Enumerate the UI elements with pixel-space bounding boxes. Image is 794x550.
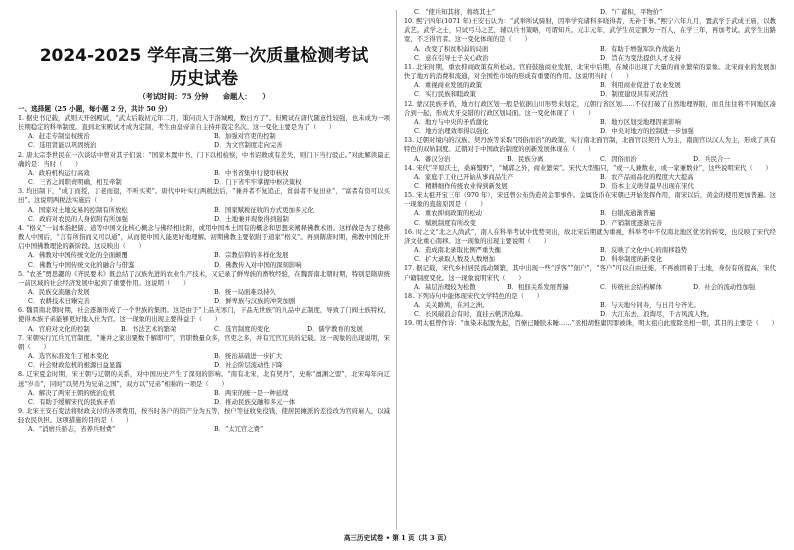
answer-option: A．政府机构运行高效 <box>28 169 90 177</box>
left-column <box>18 0 390 434</box>
answer-option: C．赋税制度有所改变 <box>414 219 476 227</box>
answer-options <box>18 352 390 370</box>
answer-option: A．蕃汉分治 <box>414 155 451 163</box>
question-item <box>404 264 776 291</box>
answer-option: C．农耕技术日臻完善 <box>28 298 90 306</box>
answer-options <box>404 8 776 17</box>
question-stem: 5. “农圣”贾思勰的《齐民要术》既总结了汉族先进的农业生产技术，又记录了鲜卑族的畜牧经验，在魏晋南北朝时期，特别是隋唐统一前区域的社会经济发展中起到了重要作用。这说明（ ） <box>18 270 390 287</box>
right-column <box>404 0 776 328</box>
exam-subtitle: 历史试卷 <box>170 69 238 89</box>
question-item <box>18 151 390 188</box>
answer-option: D．社会的流动性加强 <box>693 283 756 291</box>
question-item <box>404 100 776 137</box>
answer-option: A．改变了积贫积弱的局面 <box>414 45 489 53</box>
answer-option: A．官府对文化的控制 <box>28 325 90 333</box>
answer-option: B．加强对官吏的控制 <box>214 133 276 141</box>
answer-options <box>18 288 390 306</box>
answer-option: A．民族交流融合发展 <box>28 288 90 296</box>
question-stem: 19. 明太祖曾作诗：“血染未起脱先起，百僚已睡朕未睡……”丞相胡惟庸因罪被诛，明太祖自此废除丞相一职，其目的主要是（ ） <box>404 320 778 328</box>
column-divider <box>396 10 397 530</box>
question-stem: 9. 北宋王安石变法将财政支付的各项费用，按当时各户的资产分为五等，按户等征收免役钱，使居民摊派的差役改为官府雇人，以减轻农民负担。这项措施的目的是（ ） <box>18 408 390 425</box>
answer-options <box>404 173 776 191</box>
question-stem: 10. 熙宁四年(1071 年)王安石认为：“武举所试骑射，因举学究诸科多晓得者，无补于事。”熙宁六年九月，置武学于武成王庙，以教武艺。武学之士，只试弓马之艺，辅以兵书策略，可谓知兵。元丰元年，武学生员定额为一百人，在学三年，再加考试。武学生出路宽，不乏得官者。这一变化体现的是（ ） <box>404 18 776 44</box>
answer-option: A．造成南北录取比例严重失衡 <box>414 247 502 255</box>
answer-option: C．长风破浪会有时，直挂云帆济沧海。 <box>414 311 527 319</box>
answer-option: A．国家对土地交易的控制有所放松 <box>28 206 128 214</box>
question-stem: 12. 蒙汉民族矛盾，地方行政区划一般是依据山川形势来划定，元朝行省区划……不仅打破了自然地理界限，而且往往将不同地区凑合到一起，形成犬牙交错的行政区划局面。这一变化体现了（ ） <box>404 100 776 117</box>
question-item <box>404 63 776 100</box>
exam-title: 2024-2025 学年高三第一次质量检测考试 <box>39 46 369 66</box>
answer-option: D．为文官制度走向完善 <box>214 142 283 150</box>
answer-option: B．两宋的统一是一种延续 <box>214 389 289 397</box>
question-item <box>404 191 776 228</box>
question-stem: 16. 时之文“北之人尚武”，南人在科举考试中优势突出，故北宋后期就为重视，科举考中不仅南北地区优劣的转变，也反映了宋代经济文化重心南移。这一现象的出现主要说明（ ） <box>404 228 776 245</box>
question-item <box>18 306 390 333</box>
answer-option: C．传统社会结构解体 <box>600 283 662 291</box>
answer-option: C．实行民族和睦政策 <box>414 91 476 99</box>
answer-options <box>18 425 390 434</box>
answer-option: C．因俗而治 <box>600 155 637 163</box>
answer-options <box>404 118 776 136</box>
answer-option: A．家庭手工业已开始从事商品生产 <box>414 173 514 181</box>
answer-option: D．推动民族交融和多元一体 <box>214 398 296 406</box>
answer-option: B．民族分离 <box>507 155 544 163</box>
answer-options <box>18 251 390 269</box>
answer-option: D．门下省牢牢掌握中枢决策权 <box>214 179 302 187</box>
answer-option: C．地方治理效率得以强化 <box>414 128 489 136</box>
answer-option: C．佛教与中国传统文化的融合与借鉴 <box>28 261 135 269</box>
answer-option: C．政府对农民的人身依附有所加强 <box>28 215 129 223</box>
answer-option: A．选官标准发生了根本变化 <box>28 353 109 361</box>
answer-option: D．鲜卑族与汉族的冲突加剧 <box>214 298 296 306</box>
question-item <box>404 17 776 63</box>
answer-option: B．宗教信仰的多样化发展 <box>214 252 289 260</box>
answer-option: C．有助于缓解宋代的民族矛盾 <box>28 398 116 406</box>
exam-meta: （考试时间：75 分钟 命题人： ） <box>138 92 270 101</box>
answer-option: A．赶走专制皇权统治 <box>28 133 90 141</box>
answer-options <box>18 206 390 224</box>
answer-option: A．“消磨兵骄志，省养兵财费” <box>28 426 116 434</box>
question-stem: 14. 宋代“平原沃土，桑麻翳野”，“城郭之外，商业繁荣”。宋代大型船只，“或一人兼数业，或一家兼数业”，这些说明宋代（ ） <box>404 164 772 172</box>
answer-options <box>404 283 776 292</box>
section-heading: 一、选择题（25 小题，每小题 2 分，共计 50 分） <box>18 105 172 113</box>
answer-options <box>404 45 776 63</box>
answer-options <box>18 132 390 150</box>
question-item <box>18 334 390 371</box>
answer-option: A．基层治理较为松散 <box>414 283 476 291</box>
question-stem: 17. 据记载，宋代乡村居民流动频繁，其中出现一些“浮客”“佃户”，“客户”可以自由迁徙，不再被固着于土地，身份有所提高，宋代户籍制度变化。这一现象说明宋代（ ） <box>404 265 776 282</box>
answer-option: D．儒学教育的发展 <box>307 325 363 333</box>
answer-options <box>18 389 390 407</box>
answer-option: A．关关雎鸠，在河之洲。 <box>414 302 489 309</box>
answer-options <box>404 81 776 99</box>
question-stem: 7. 宋朝实行冗兵冗官制度，“兼并之家出粟数千解即可”，官职数量众多，官吏之多，并有冗官冗员的记载。这一现象的出现说明，宋朝（ ） <box>18 334 390 351</box>
question-stem: 13. 辽朝对境内的汉族、契丹族等采取“因俗而治”的政策，实行南北面官制，北面官以契丹人为主，南面官以汉人为主，形成了具有特色的双轨制度。辽朝对于中国政治制度的创新发展体现在（ ） <box>404 137 776 154</box>
answer-option: B．利用商业促进了农业发展 <box>600 82 681 90</box>
question-item <box>18 370 390 407</box>
question-item <box>18 114 390 151</box>
answer-option: C．选官制度的变化 <box>214 325 270 333</box>
answer-option: B．中书省集中行使审核权 <box>214 169 289 177</box>
answer-option: B．反映了文化中心的南移趋势 <box>600 247 688 255</box>
question-item <box>18 187 390 224</box>
answer-option: B．地方区划受地理因素影响 <box>600 118 681 126</box>
question-item <box>18 224 390 270</box>
answer-option: C．三省之间职责明确，相互牵制 <box>28 179 122 187</box>
answer-option: C．精耕细作传统农业得到新发展 <box>414 182 508 190</box>
question-stem: 4. “格义”一词本指把儒、道等中国文化核心概念与佛经相比附，或用中国本土固有的概念和思想来阐释佛教术语。这样做是为了使佛教人中国后，“言有所指而义可以通”，从而使中国人能更好地理解。初期佛教主要依附于道家“格义”。再到隋唐时期，佛教中国化开启中国佛教理论的新阶段。这反映出（ ） <box>18 224 390 251</box>
answer-options <box>18 325 390 334</box>
question-stem: 18. 下列诗句中能体现宋代文学特色的是（ ） <box>404 292 543 300</box>
question-item <box>404 319 776 328</box>
question-list-right <box>404 8 776 328</box>
answer-option: D．“广蓄积，平物价” <box>600 9 663 16</box>
answer-option: D．资本主义萌芽最早出现在宋代 <box>600 182 694 190</box>
answer-option: B．有助于增强军队作战能力 <box>600 45 681 53</box>
answer-option: D．中央对地方的控制进一步加强 <box>600 128 694 136</box>
answer-option: A．重视商业发展的政策 <box>414 82 483 90</box>
question-stem: 11. 北宋时期，重农抑商政策有所松动。官府鼓励商业发展，北宋中后期，在城市出现了大量的商业繁荣的景象。北宋商业的发展加快了地方的消费和流通，对全国性市场的形成有重要的作用。这说明当时（ ） <box>404 63 776 81</box>
answer-option: A．重农抑商政策的松动 <box>414 210 483 218</box>
answer-option: B．书法艺术的繁荣 <box>121 325 177 333</box>
answer-option: D．旨在为变法提供人才支持 <box>600 54 682 62</box>
answer-option: B．与天地兮同寿，与日月兮齐光。 <box>600 302 700 309</box>
question-item <box>404 8 776 17</box>
answer-option: B．农产品商品化的程度大大提高 <box>600 173 694 181</box>
answer-options <box>404 301 776 319</box>
answer-option: C．选用贤能以巩固统治 <box>28 142 97 150</box>
answer-option: D．科举制度的新变化 <box>600 256 663 264</box>
answer-option: C．社会财政危机的根源日益显露 <box>28 362 122 370</box>
question-item <box>404 136 776 163</box>
answer-option: D．制度建设具有灵活性 <box>600 91 669 99</box>
question-item <box>18 407 390 434</box>
answer-option: B．统治基础进一步扩大 <box>214 353 283 361</box>
question-item <box>404 164 776 191</box>
question-stem: 2. 唐太宗李世民在一次谈话中曾对其子们说：“国家本置中书、门下以相检察，中书诏敕或有差失，则门下当行驳正。”对此解读最正确的是：当时（ ） <box>18 151 390 168</box>
question-stem: 15. 宋太祖开宝三年（970 年），宋廷曾公布伪造黄金罪事件。金属货币在宋朝已开始发挥作用，南宋以后，黄金的使用更加普遍。这一现象的直接原因是（ ） <box>404 192 776 209</box>
question-list-left <box>18 114 390 434</box>
answer-option: A．地方与中央的矛盾激化 <box>414 118 489 126</box>
answer-option: D．社会阶层流动性下降 <box>214 362 283 370</box>
question-stem: 6. 魏晋南北朝时期，社会逐渐形成了一个世族的集团。这是由于“上品无寒门，下品无世族”的九品中正制度，导致了门阀士族特权，使得本族子弟能够更好地入仕为官。这一现象的出现主要得益于（ ） <box>18 307 390 324</box>
question-stem: 1. 据史书记载，武则天开创殿试，“武太后载初元年二月，策问贡人于洛城殿，数日方了”。但殿试在唐代随意性较强，也未成为一项长期稳定的科举制度。直到北宋殿试才成为定制，考生由皇帝亲自主持并裁定名次。这一变化主要是为了（ ） <box>18 115 390 132</box>
question-item <box>404 292 776 319</box>
answer-option: D．土地兼并现象得到遏制 <box>214 215 289 223</box>
answer-option: A．佛教对中国传统文化的全面颠覆 <box>28 252 128 260</box>
answer-option: B．租佃关系发展普遍 <box>507 283 569 291</box>
answer-option: C．意在引导士子关心政治 <box>414 54 489 62</box>
answer-options <box>404 246 776 264</box>
question-stem: 8. 辽宋夏金时期，宋王朝与辽朝的关系，对中国历史产生了深刻的影响。“南有北宋，北有契丹”，史称“澶渊之盟”，北宋每年向辽送“岁币”，同时“以契丹为兄弟之国”，双方以“兄弟”相称的一项是（ ） <box>18 371 390 388</box>
answer-option: B．白银流通渐普遍 <box>600 210 656 218</box>
answer-option: D．佛教传入对中国的深刻影响 <box>214 261 302 269</box>
answer-option: D．兵民合一 <box>693 155 730 163</box>
answer-option: B．“太冗官之费” <box>214 426 264 434</box>
answer-option: B．统一局面难以持久 <box>214 288 276 296</box>
page-footer: 高三历史试卷 • 第 1 页（共 3 页） <box>343 534 451 542</box>
question-stem: 3. 均田制下，“成丁而授，丁老而退，不听买卖”。唐代中叶实行两税法后，“兼并者不复追正，贫弱者不复田业”，“富者有资可以买田”。这说明两税法实施后（ ） <box>18 188 390 205</box>
answer-option: D．产销制度逐渐完善 <box>600 219 663 227</box>
answer-option: D．大江东去，浪淘尽，千古风流人物。 <box>600 311 713 319</box>
answer-option: C．扩大录取人数及人数增加 <box>414 256 495 264</box>
answer-option: A．解决了两宋王朝的统治危机 <box>28 389 116 397</box>
answer-option: B．国家赋税征收的方式更加多元化 <box>214 206 314 214</box>
answer-options <box>18 169 390 187</box>
answer-options <box>404 209 776 227</box>
answer-options <box>404 155 776 164</box>
answer-option: C．“使兵知其将，将练其士” <box>414 9 496 16</box>
question-item <box>404 228 776 265</box>
question-item <box>18 270 390 307</box>
